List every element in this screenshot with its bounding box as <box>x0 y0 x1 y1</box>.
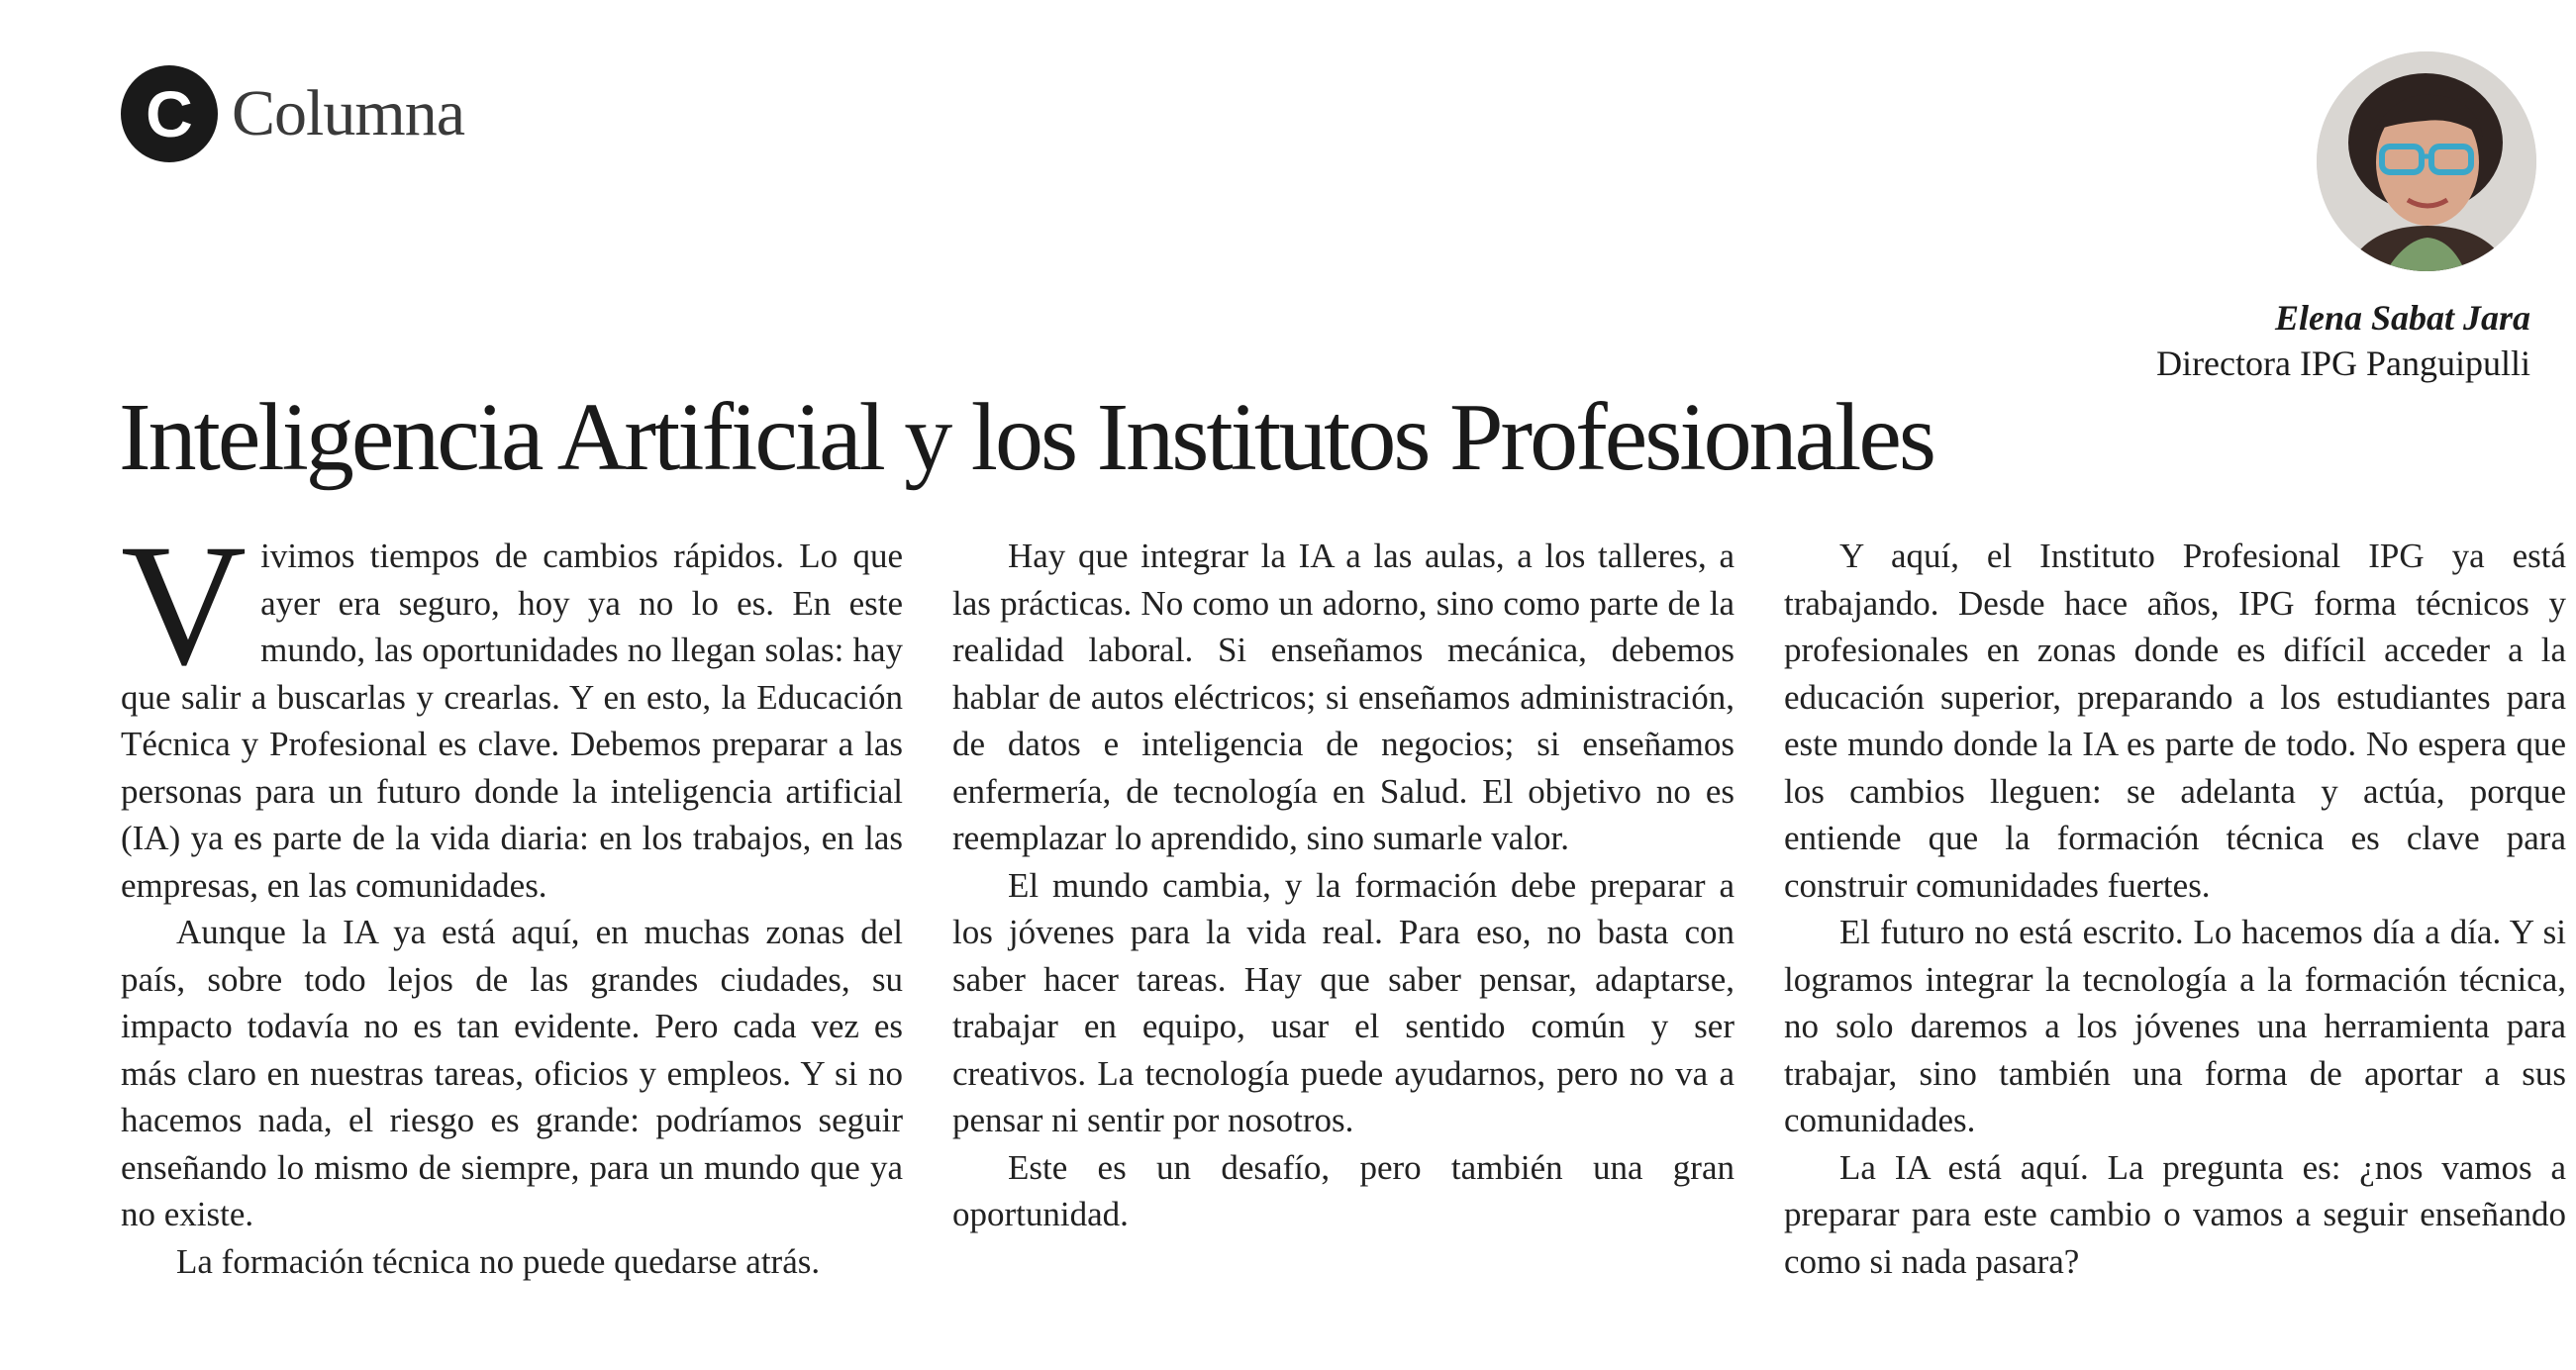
paragraph-text: ivimos tiempos de cambios rápidos. Lo que ayer era seguro, hoy ya no lo es. En este mundo, las oportunidades no llegan solas: hay que salir a buscarlas y crearlas. Y en esto, la Educación Técnica y Profesional es clave. Debemos preparar a las personas para un futuro donde la inteligencia artificial (IA) ya es parte de la vida diaria: en los trabajos, en las empresas, en las comunidades. <box>121 537 903 905</box>
article-column-1 <box>121 509 903 1285</box>
section-label: Columna <box>232 77 464 149</box>
author-role: Directora IPG Panguipulli <box>2156 343 2530 383</box>
article-paragraph: Hay que integrar la IA a las aulas, a los talleres, a las prácticas. No como un adorno, sino como parte de la realidad laboral. Si enseñamos mecánica, debemos hablar de autos eléctricos; si enseñamos administración, de datos e inteligencia de negocios; si enseñamos enfermería, de tecnología en Salud. El objetivo no es reemplazar lo aprendido, sino sumarle valor. <box>952 537 1734 857</box>
article-column-2 <box>952 533 1734 1238</box>
article-paragraph: La IA está aquí. La pregunta es: ¿nos vamos a preparar para este cambio o vamos a seguir enseñando como si nada pasara? <box>1784 1147 2566 1281</box>
section-badge: C <box>121 65 218 162</box>
article-headline: Inteligencia Artificial y los Institutos Profesionales <box>119 384 1933 491</box>
article-column-3 <box>1784 533 2566 1285</box>
article-paragraph: Aunque la IA ya está aquí, en muchas zonas del país, sobre todo lejos de las grandes ciudades, su impacto todavía no es tan evidente. Pero cada vez es más claro en nuestras tareas, oficios y empleos. Y si no hacemos nada, el riesgo es grande: podríamos seguir enseñando lo mismo de siempre, para un mundo que ya no existe. <box>121 913 903 1233</box>
article-paragraph: El futuro no está escrito. Lo hacemos día a día. Y si logramos integrar la tecnología a la formación técnica, no solo daremos a los jóvenes una herramienta para trabajar, sino también una forma de aportar a sus comunidades. <box>1784 913 2566 1139</box>
article-paragraph <box>121 509 903 909</box>
article-paragraph: Y aquí, el Instituto Profesional IPG ya está trabajando. Desde hace años, IPG forma técnicos y profesionales en zonas donde es difícil acceder a la educación superior, preparando a los estudiantes para este mundo donde la IA es parte de todo. No espera que los cambios lleguen: se adelanta y actúa, porque entiende que la formación técnica es clave para construir comunidades fuertes. <box>1784 537 2566 905</box>
author-portrait-image <box>2317 51 2536 271</box>
article-paragraph: La formación técnica no puede quedarse atrás. <box>176 1241 821 1281</box>
article-paragraph: El mundo cambia, y la formación debe preparar a los jóvenes para la vida real. Para eso, no basta con saber hacer tareas. Hay que saber pensar, adaptarse, trabajar en equipo, usar el sentido común y ser creativos. La tecnología puede ayudarnos, pero no va a pensar ni sentir por nosotros. <box>952 865 1734 1139</box>
drop-cap: V <box>121 509 248 702</box>
author-name: Elena Sabat Jara <box>2274 298 2530 338</box>
section-header <box>121 65 464 162</box>
article-paragraph: Este es un desafío, pero también una gran oportunidad. <box>952 1147 1734 1233</box>
author-photo <box>2317 51 2536 271</box>
